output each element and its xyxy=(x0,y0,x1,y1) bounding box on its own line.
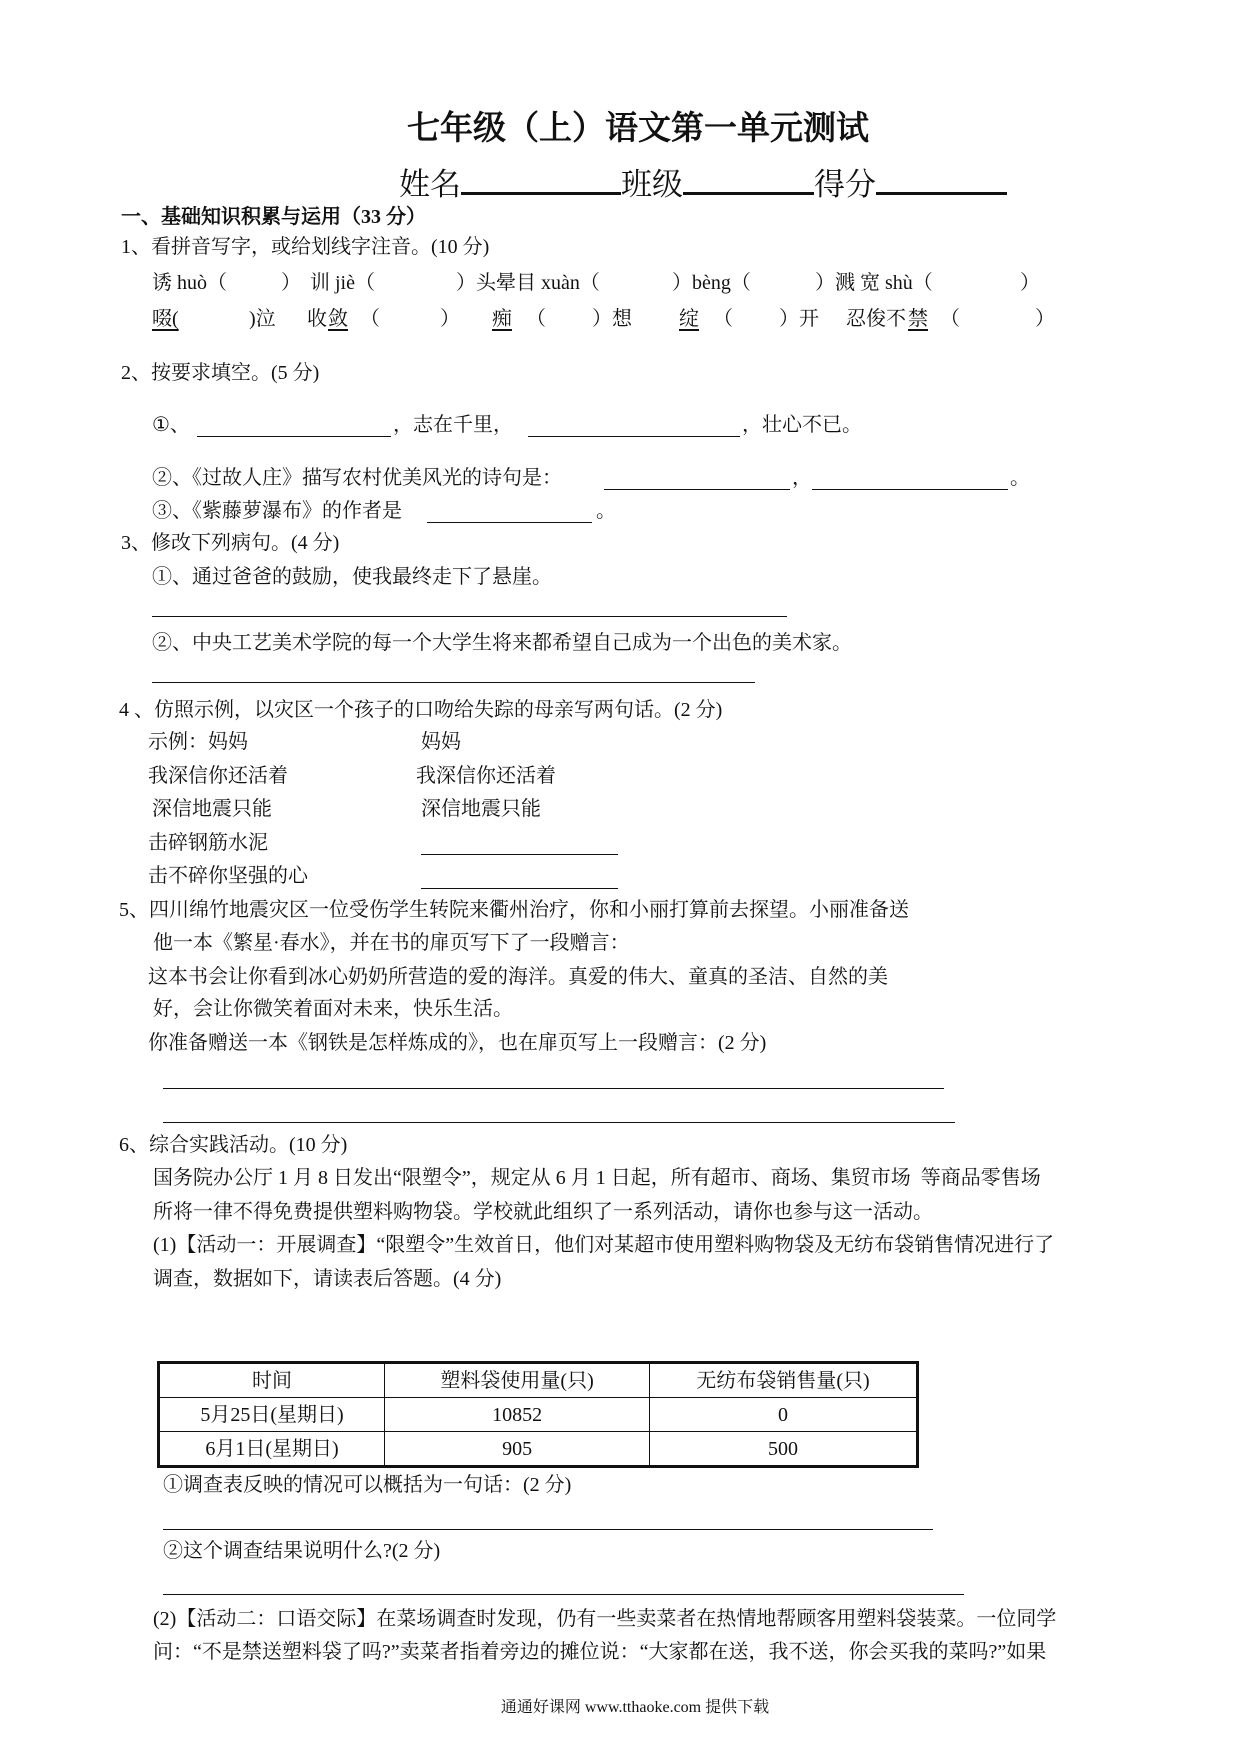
punctuation: 。 xyxy=(1010,467,1030,489)
answer-blank xyxy=(421,888,618,889)
underlined-character: 敛 xyxy=(328,308,348,330)
pinyin-segment: ）头晕目 xuàn（ xyxy=(456,272,600,294)
word-segment: ）想 xyxy=(592,308,632,330)
name-label: 姓名 xyxy=(399,167,461,202)
intro-line: 所将一律不得免费提供塑料购物袋。学校就此组织了一系列活动，请你也参与这一活动。 xyxy=(153,1201,933,1223)
word-segment: ）开 xyxy=(779,308,819,330)
question-2-item-3: ③、《紫藤萝瀑布》的作者是 xyxy=(152,500,402,522)
example-line: 深信地震只能 xyxy=(152,798,272,820)
survey-table xyxy=(157,1361,919,1468)
word-segment: )泣 xyxy=(249,308,276,330)
question-2-item-2: ②、《过故人庄》描写农村优美风光的诗句是： xyxy=(152,467,562,489)
column-header: 时间 xyxy=(159,1363,385,1398)
underlined-character: 啜( xyxy=(152,308,179,330)
underlined-character: 痴 xyxy=(492,308,512,330)
answer-line xyxy=(152,616,787,617)
table-cell-value: 10852 xyxy=(385,1398,650,1432)
sub-question-1: ①调查表反映的情况可以概括为一句话：(2 分) xyxy=(163,1474,572,1496)
punctuation: ， xyxy=(792,467,812,489)
pinyin-segment: 诱 huò（ xyxy=(152,272,227,294)
name-blank xyxy=(461,162,621,195)
student-info xyxy=(399,162,1007,203)
table-cell-value: 500 xyxy=(650,1432,918,1467)
poem-fragment: ，志在千里， xyxy=(393,414,513,436)
question-2-prompt: 2、按要求填空。(5 分) xyxy=(121,362,320,384)
word-segment: ） xyxy=(440,308,460,330)
punctuation: 。 xyxy=(596,500,616,522)
poem-fragment: ，壮心不已。 xyxy=(742,414,862,436)
word-segment: （ xyxy=(713,308,733,330)
activity-2-line: (2)【活动二：口语交际】在菜场调查时发现，仍有一些卖菜者在热情地帮顾客用塑料袋装菜。一位同学 xyxy=(153,1608,1057,1630)
answer-line xyxy=(163,1088,944,1089)
imitation-line: 深信地震只能 xyxy=(421,798,541,820)
column-header: 塑料袋使用量(只) xyxy=(385,1363,650,1398)
question-1-prompt: 1、看拼音写字，或给划线字注音。(10 分) xyxy=(121,236,490,258)
answer-blank xyxy=(421,854,618,855)
word-segment: （ xyxy=(526,308,546,330)
example-line: 击不碎你坚强的心 xyxy=(148,865,308,887)
underlined-character: 禁 xyxy=(908,308,928,330)
class-blank xyxy=(683,162,814,195)
table-cell-value: 0 xyxy=(650,1398,918,1432)
pinyin-segment: ）溅 宽 shù（ xyxy=(815,272,933,294)
word-segment: 忍俊不 xyxy=(846,308,906,330)
faulty-sentence-1: ①、通过爸爸的鼓励，使我最终走下了悬崖。 xyxy=(152,566,552,588)
answer-blank xyxy=(197,436,391,437)
activity-1-line: 调查，数据如下，请读表后答题。(4 分) xyxy=(153,1268,502,1290)
word-segment: 收 xyxy=(307,308,327,330)
word-segment: （ xyxy=(940,308,960,330)
table-cell-value: 905 xyxy=(385,1432,650,1467)
example-line: 击碎钢筋水泥 xyxy=(148,832,268,854)
activity-1-line: (1)【活动一：开展调查】“限塑令”生效首日，他们对某超市使用塑料购物袋及无纺布袋销售情况进行了 xyxy=(153,1234,1055,1256)
score-label: 得分 xyxy=(814,167,876,202)
answer-blank xyxy=(604,489,790,490)
question-5-line: 5、四川绵竹地震灾区一位受伤学生转院来衢州治疗，你和小丽打算前去探望。小丽准备送 xyxy=(119,899,909,921)
imitation-line: 妈妈 xyxy=(421,731,461,753)
underlined-character: 绽 xyxy=(679,308,699,330)
question-6-prompt: 6、综合实践活动。(10 分) xyxy=(119,1134,348,1156)
page-footer: 通通好课网 www.tthaoke.com 提供下载 xyxy=(500,1699,770,1716)
example-line: 示例：妈妈 xyxy=(148,731,248,753)
class-label: 班级 xyxy=(621,167,683,202)
table-cell-date: 6月1日(星期日) xyxy=(159,1432,385,1467)
faulty-sentence-2: ②、中央工艺美术学院的每一个大学生将来都希望自己成为一个出色的美术家。 xyxy=(152,632,852,654)
column-header: 无纺布袋销售量(只) xyxy=(650,1363,918,1398)
pinyin-segment: ） xyxy=(281,272,301,294)
sub-question-2: ②这个调查结果说明什么?(2 分) xyxy=(163,1540,441,1562)
word-segment: ） xyxy=(1035,308,1055,330)
imitation-line: 我深信你还活着 xyxy=(416,765,556,787)
question-5-line: 你准备赠送一本《钢铁是怎样炼成的》，也在扉页写上一段赠言：(2 分) xyxy=(148,1032,767,1054)
exam-title: 七年级（上）语文第一单元测试 xyxy=(407,111,869,147)
item-number: ①、 xyxy=(152,414,190,436)
question-3-prompt: 3、修改下列病句。(4 分) xyxy=(121,532,340,554)
question-5-line: 好，会让你微笑着面对未来，快乐生活。 xyxy=(153,998,513,1020)
table-row xyxy=(159,1432,918,1467)
answer-blank xyxy=(812,489,1008,490)
activity-2-line: 问：“不是禁送塑料袋了吗?”卖菜者指着旁边的摊位说：“大家都在送，我不送，你会买我的菜吗?”如果 xyxy=(153,1641,1047,1663)
pinyin-segment: ）bèng（ xyxy=(672,272,751,294)
pinyin-segment: ） xyxy=(1020,272,1040,294)
answer-line xyxy=(152,682,755,683)
answer-line xyxy=(163,1594,964,1595)
word-segment: （ xyxy=(360,308,380,330)
table-header-row xyxy=(159,1363,918,1398)
answer-blank xyxy=(528,436,740,437)
intro-line: 国务院办公厅 1 月 8 日发出“限塑令”，规定从 6 月 1 日起，所有超市、商场、集贸市场 等商品零售场 xyxy=(153,1167,1041,1189)
question-4-prompt: 4 、仿照示例，以灾区一个孩子的口吻给失踪的母亲写两句话。(2 分) xyxy=(119,699,723,721)
answer-line xyxy=(163,1122,955,1123)
table-cell-date: 5月25日(星期日) xyxy=(159,1398,385,1432)
pinyin-segment: 训 jiè（ xyxy=(310,272,375,294)
answer-line xyxy=(163,1529,933,1530)
answer-blank xyxy=(427,522,592,523)
section-heading: 一、基础知识积累与运用（33 分） xyxy=(121,206,426,228)
question-5-line: 他一本《繁星·春水》，并在书的扉页写下了一段赠言： xyxy=(153,932,630,954)
score-blank xyxy=(876,162,1007,195)
example-line: 我深信你还活着 xyxy=(148,765,288,787)
question-5-line: 这本书会让你看到冰心奶奶所营造的爱的海洋。真爱的伟大、童真的圣洁、自然的美 xyxy=(148,966,888,988)
table-row xyxy=(159,1398,918,1432)
